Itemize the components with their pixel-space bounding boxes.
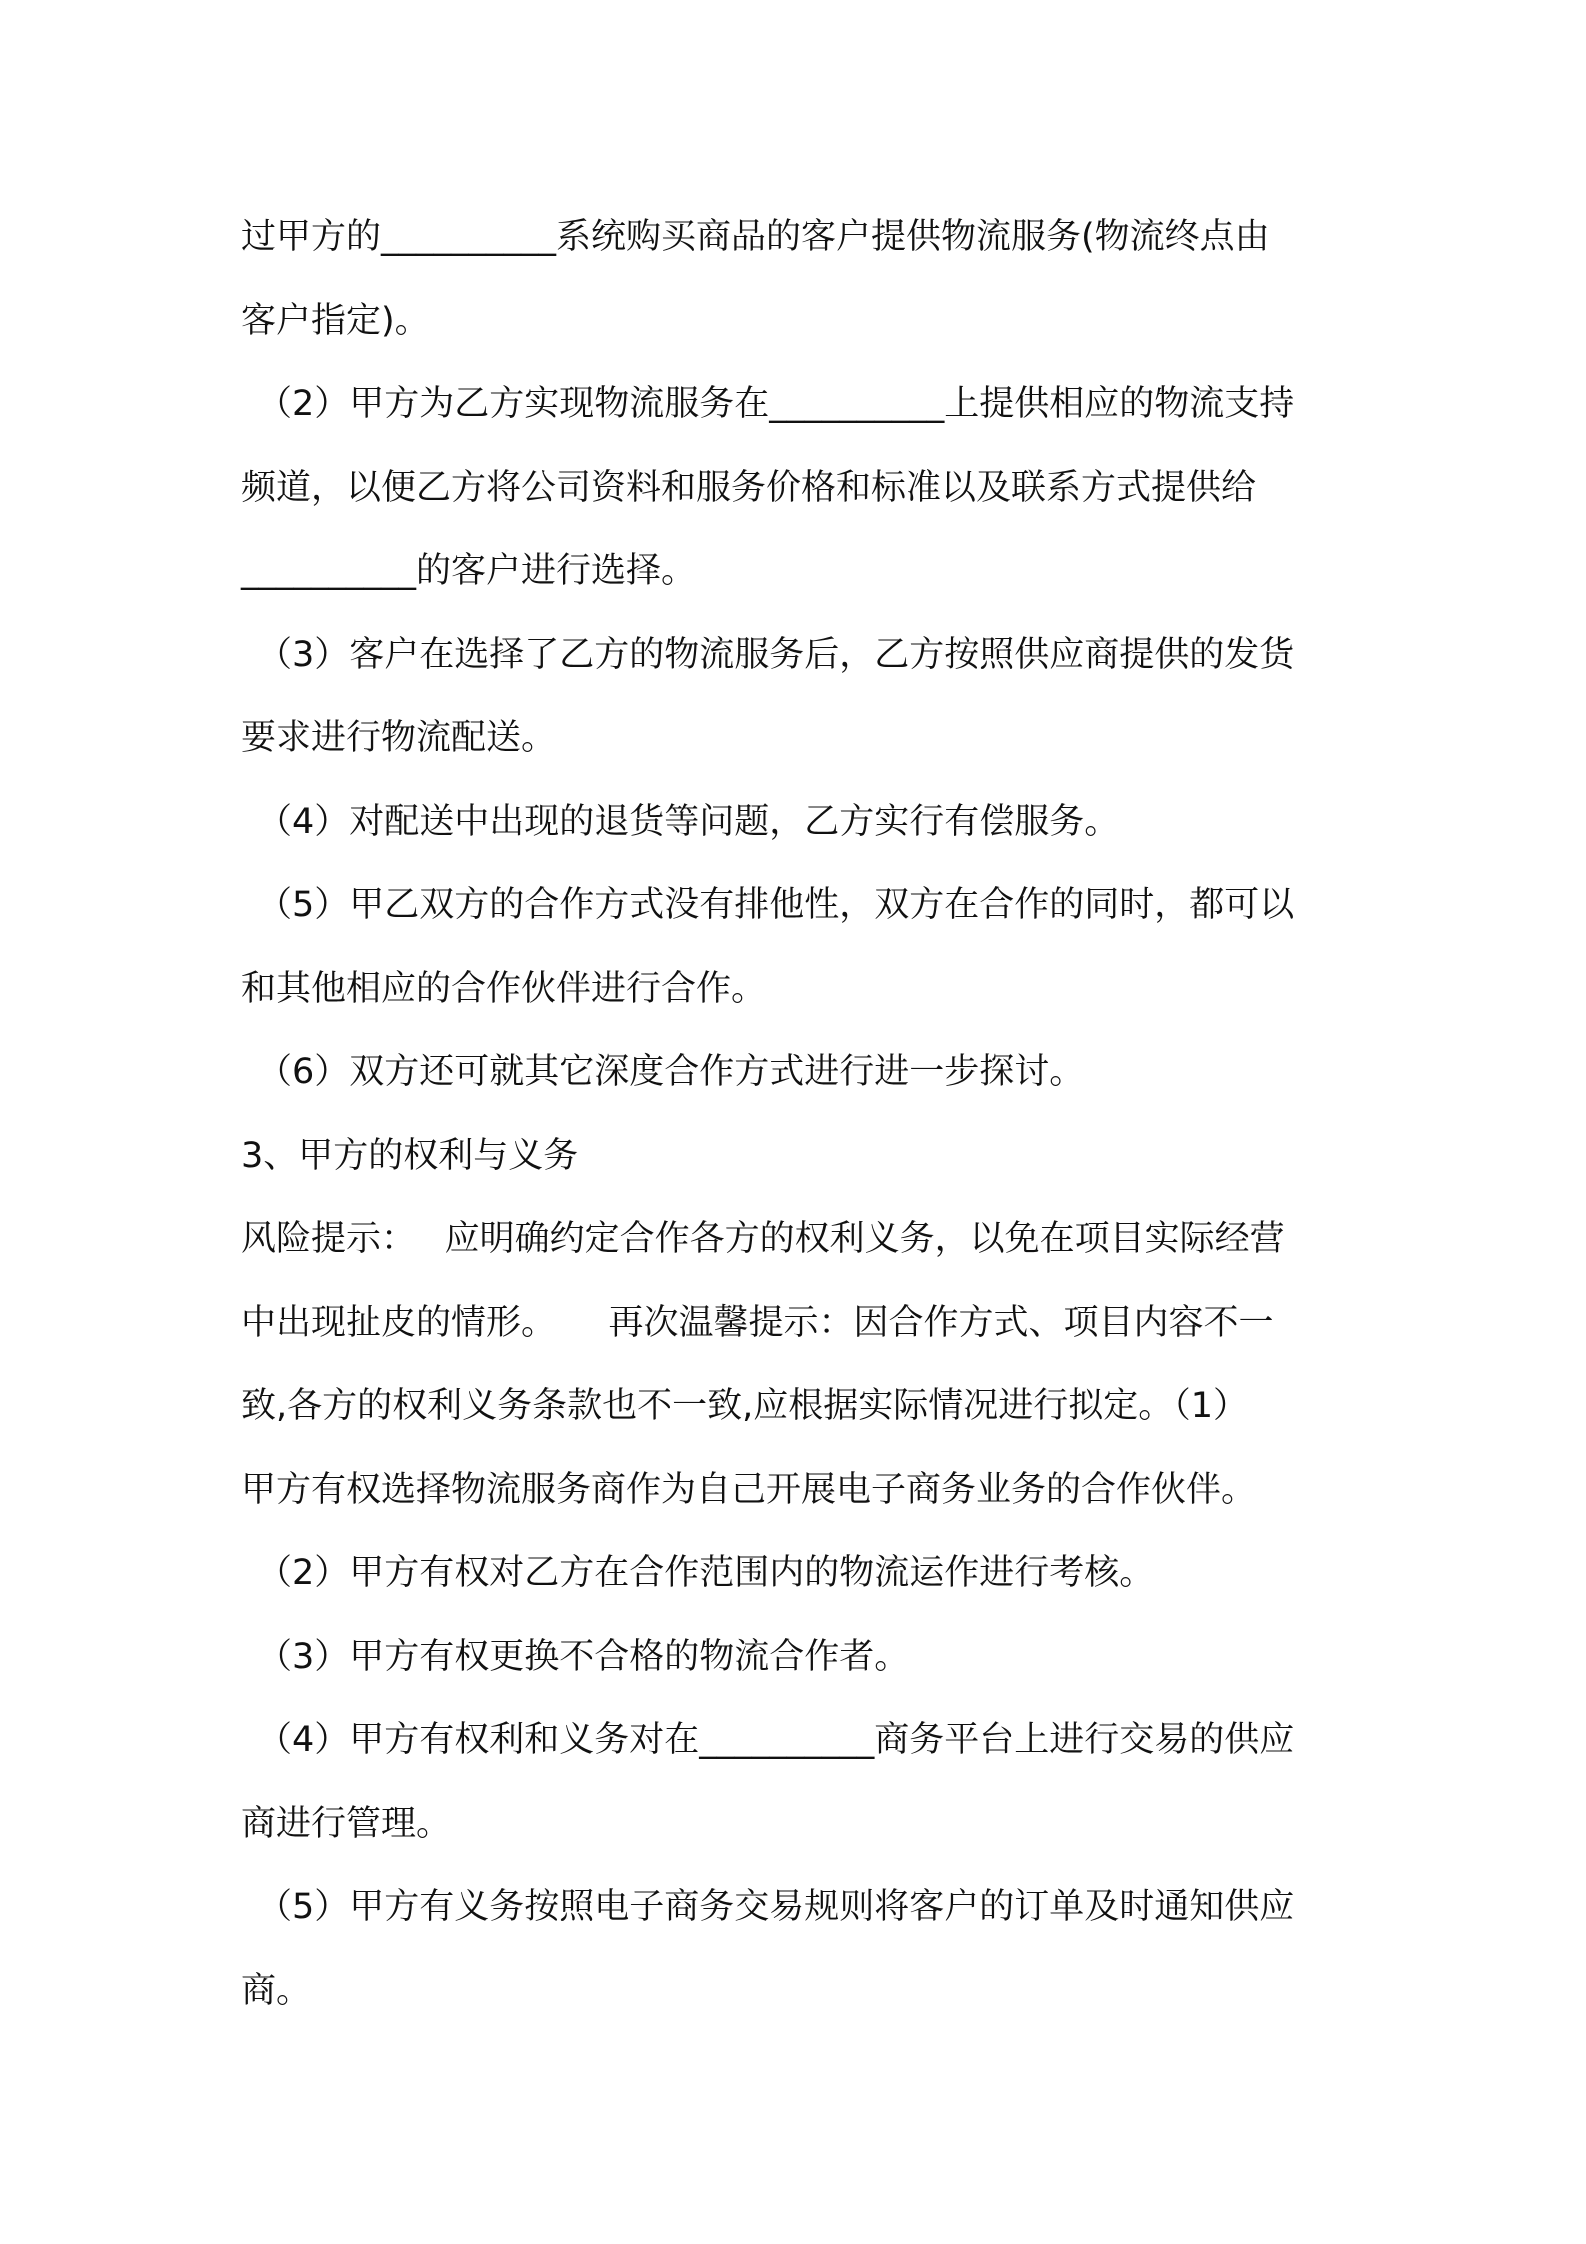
text-line: （5）甲乙双方的合作方式没有排他性，双方在合作的同时，都可以 [257,885,1295,925]
text-line: 致,各方的权利义务条款也不一致,应根据实际情况进行拟定。（1） [241,1386,1249,1426]
text-line: 中出现扯皮的情形。 再次温馨提示：因合作方式、项目内容不一 [241,1302,1274,1343]
text-line: 频道，以便乙方将公司资料和服务价格和标准以及联系方式提供给 [241,467,1257,508]
text-line: __________的客户进行选择。 [241,551,697,591]
text-line: （4）对配送中出现的退货等问题，乙方实行有偿服务。 [257,801,1120,842]
text-line: 和其他相应的合作伙伴进行合作。 [241,968,767,1009]
text-line: 商进行管理。 [241,1803,452,1844]
section-heading: 3、甲方的权利与义务 [241,1135,579,1176]
text-line: 甲方有权选择物流服务商作为自己开展电子商务业务的合作伙伴。 [241,1469,1257,1510]
text-line: （6）双方还可就其它深度合作方式进行进一步探讨。 [257,1052,1085,1092]
text-line: （4）甲方有权利和义务对在__________商务平台上进行交易的供应 [257,1720,1295,1760]
text-line: 风险提示： 应明确约定合作各方的权利义务，以免在项目实际经营 [241,1219,1285,1259]
text-line: （2）甲方有权对乙方在合作范围内的物流运作进行考核。 [257,1553,1155,1593]
text-line: 要求进行物流配送。 [241,718,557,758]
text-line: 过甲方的__________系统购买商品的客户提供物流服务(物流终点由 [241,217,1270,257]
text-line: （5）甲方有义务按照电子商务交易规则将客户的订单及时通知供应 [257,1887,1295,1927]
text-line: 客户指定)。 [241,300,430,341]
text-line: （2）甲方为乙方实现物流服务在__________上提供相应的物流支持 [257,384,1295,424]
document-body [241,196,1361,2033]
text-line: 商。 [241,1970,312,2011]
text-line: （3）甲方有权更换不合格的物流合作者。 [257,1636,910,1677]
text-line: （3）客户在选择了乙方的物流服务后，乙方按照供应商提供的发货 [257,634,1295,675]
